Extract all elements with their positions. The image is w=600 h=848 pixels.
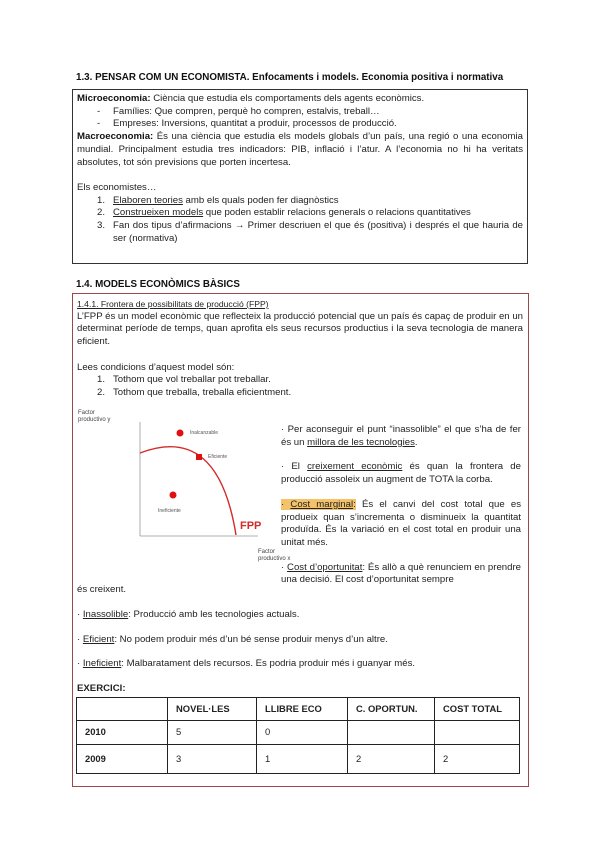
economists-item — [77, 195, 523, 208]
fpp-intro: L’FPP és un model econòmic que reflecteix la producció potencial que un país és capaç de produir en un determinat període de temps, quan aprofita els seus recursos productius i la seva tecnologia de manera eficient. — [77, 310, 523, 348]
header-cell — [77, 698, 168, 721]
micro-item: - Empreses: Inversions, quantitat a produir, processos de producció. — [97, 118, 397, 130]
label-unreachable: Inalcanzable — [190, 430, 219, 436]
table-cell — [348, 721, 435, 745]
item-number: 1. — [97, 374, 106, 386]
note-growth: · El creixement econòmic és quan la frontera de producció assoleix un augment de TOTA la corba. — [281, 461, 521, 486]
label-inefficient: Ineficiente — [158, 508, 181, 514]
x-axis-label: Factor productivo x — [258, 549, 291, 562]
item-underlined: Construeixen models — [113, 207, 204, 219]
micro-definition — [77, 93, 523, 106]
table-cell: 2 — [435, 745, 520, 774]
item-number: 2. — [97, 386, 106, 398]
label-efficient: Eficiente — [208, 454, 228, 460]
item-text: Fan dos tipus d’afirmacions → Primer descriuen el que és (positiva) i després el que hauria de ser (normativa) — [113, 220, 523, 244]
table-cell: 1 — [257, 745, 348, 774]
item-text: amb els quals poden fer diagnòstics — [182, 194, 339, 206]
definition-unreachable: · Inassolible: Producció amb les tecnologies actuals. — [77, 609, 300, 620]
definition-inefficient: · Ineficient: Malbaratament dels recursos. Es podria produir més i guanyar més. — [77, 658, 416, 669]
micro-item-text: Famílies: Que compren, perquè ho compren, estalvis, treball… — [113, 105, 380, 117]
header-cell: LLIBRE ECO — [257, 698, 348, 721]
definition-efficient: · Eficient: No podem produir més d’un bé sense produir menys d’un altre. — [77, 634, 388, 645]
subheading-fpp: 1.4.1. Frontera de possibilitats de producció (FPP) — [77, 299, 269, 309]
table-cell: 0 — [257, 721, 348, 745]
item-text: que poden establir relacions generals o relacions quantitatives — [203, 207, 471, 219]
item-text: Tothom que vol treballar pot treballar. — [113, 374, 271, 386]
header-cell: C. OPORTUN. — [348, 698, 435, 721]
item-underlined: Elaboren teories — [113, 194, 183, 206]
item-number: 1. — [97, 194, 106, 206]
table-cell: 5 — [168, 721, 257, 745]
fpp-notes — [281, 424, 521, 587]
macro-text: És una ciència que estudia els models globals d’un país, una regió o una economia mundial. Principalment estudia tres indicadors: PIB, inflació i l’atur. A l’economia no hi ha veritats absolutes, tot són previsions que porten incertesa. — [77, 131, 523, 168]
table-cell: 2 — [348, 745, 435, 774]
section-heading-1-4: 1.4. MODELS ECONÒMICS BÀSICS — [76, 279, 240, 290]
conditions-intro: Lees condicions d’aquest model són: — [77, 361, 235, 373]
header-cell: COST TOTAL — [435, 698, 520, 721]
point-unreachable — [177, 430, 184, 437]
table-header-row — [77, 698, 520, 721]
economics-summary-box — [72, 89, 528, 264]
note-unreachable: · Per aconseguir el punt “inassolible” el que s’ha de fer és un millora de les tecnologies. — [281, 424, 521, 448]
micro-label: Microeconomia: — [77, 93, 151, 104]
section-heading-1-3: 1.3. PENSAR COM UN ECONOMISTA. Enfocaments i models. Economia positiva i normativa — [76, 72, 504, 83]
table-row — [77, 721, 520, 745]
note-opportunity-cost: · Cost d’oportunitat: És allò a què renunciem en prendre una decisió. El cost d’oportunitat sempre — [281, 561, 521, 586]
y-axis-label: Factor productivo y — [78, 410, 111, 423]
fpp-curve-label: FPP — [240, 520, 262, 532]
micro-item-text: Empreses: Inversions, quantitat a produir, processos de producció. — [113, 118, 397, 130]
economists-item — [77, 220, 523, 245]
micro-text: Ciència que estudia els comportaments dels agents econòmics. — [150, 93, 425, 104]
table-cell: 2009 — [77, 745, 168, 774]
header-cell: NOVEL·LES — [168, 698, 257, 721]
exercise-label: EXERCICI: — [77, 683, 126, 694]
condition-item — [77, 387, 523, 400]
macro-definition — [77, 131, 523, 169]
item-text: Tothom que treballa, treballa eficientment. — [113, 386, 292, 398]
economists-intro: Els economistes… — [77, 181, 157, 193]
fpp-diagram — [78, 408, 291, 573]
economists-item — [77, 207, 523, 220]
item-number: 3. — [97, 220, 106, 232]
exercise-table — [76, 697, 520, 774]
note-marginal-cost: · Cost marginal: És el canvi del cost total que es produeix quan s’incrementa o disminueix la quantitat produïda. És la variació en el cost total en produir una unitat més. — [281, 498, 521, 548]
table-cell: 2010 — [77, 721, 168, 745]
condition-item — [77, 374, 523, 387]
table-cell: 3 — [168, 745, 257, 774]
table-row — [77, 745, 520, 774]
micro-item: - Famílies: Que compren, perquè ho compren, estalvis, treball… — [97, 105, 380, 117]
item-number: 2. — [97, 207, 106, 219]
table-cell — [435, 721, 520, 745]
point-efficient — [196, 454, 202, 460]
point-inefficient — [170, 492, 177, 499]
note-opportunity-cost-end: és creixent. — [77, 584, 127, 595]
macro-label: Macroeconomia: — [77, 131, 154, 143]
